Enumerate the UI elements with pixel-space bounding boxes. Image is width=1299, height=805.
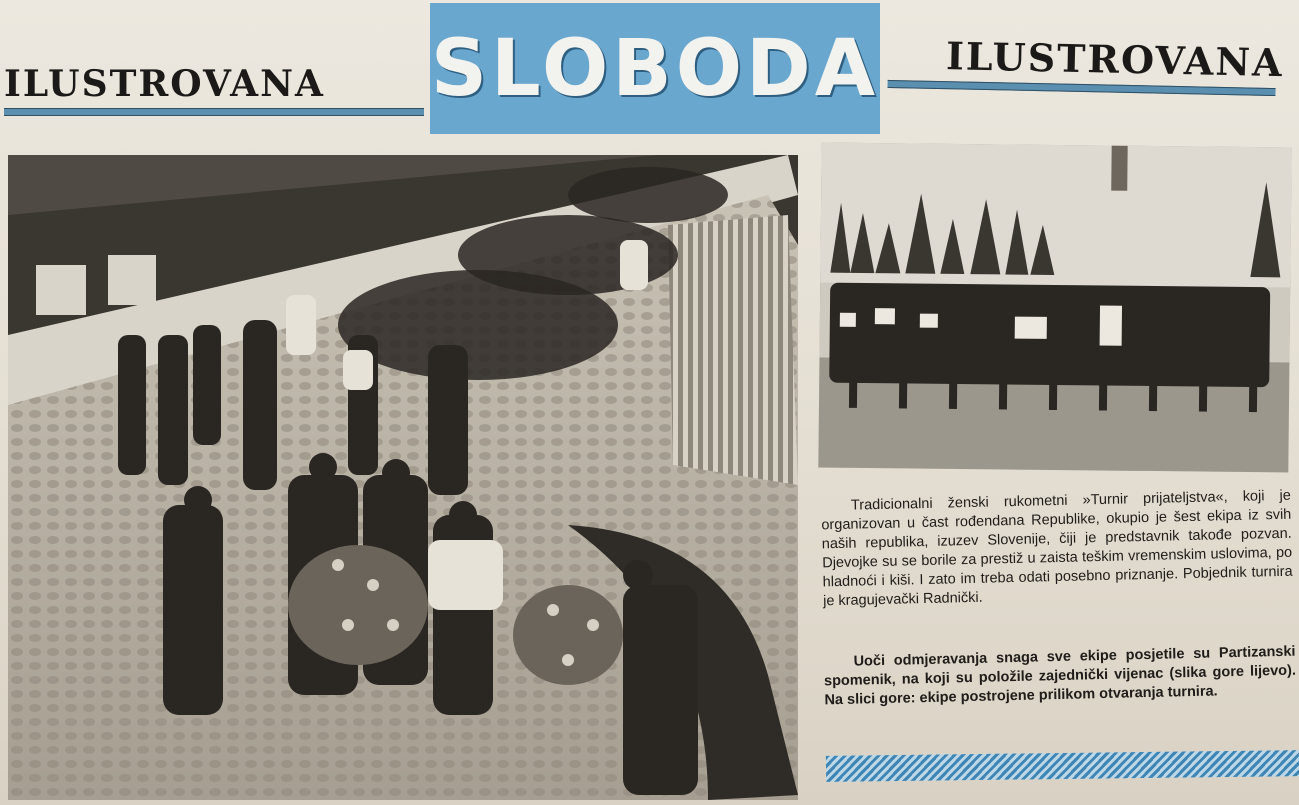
caption-indent — [824, 666, 854, 667]
caption-monument — [823, 643, 1296, 711]
procession-photo — [8, 155, 798, 800]
masthead-logo: SLOBODA — [430, 23, 880, 114]
caption-tournament-text: Tradicionalni ženski rukometni »Turnir prijateljstva«, koji je organizovan u čast rođendana Republike, okupio je šest ekipa iz svih naših republika, izuzev Slovenije, čiji je predstavnik takođe pozvan. Djevojke su se borile za prestiž u zaista teškim vremenskim uslovima, po hladnoći i kiši. I zato im treba odati posebno priznanje. Pobjednik turnira je kragujevački Radnički. — [821, 487, 1293, 610]
masthead-left — [4, 63, 424, 116]
teams-lineup-photo — [818, 143, 1291, 473]
masthead-left-title: ILUSTROVANA — [4, 63, 325, 105]
masthead-left-rule — [4, 108, 424, 116]
masthead-right — [887, 33, 1285, 96]
caption-tournament — [821, 487, 1293, 612]
decorative-hatched-band — [826, 750, 1299, 782]
caption-monument-text: Uoči odmjeravanja snaga sve ekipe posjetile su Partizanski spomenik, na koji su položile zajednički vijenac (slika gore lijevo). Na slici gore: ekipe postrojene prilikom otvaranja turnira. — [823, 643, 1297, 709]
masthead-right-title: ILUSTROVANA — [945, 33, 1285, 86]
masthead-logo-box — [430, 3, 880, 134]
caption-indent — [821, 510, 851, 511]
teams-lineup-photo-icon — [818, 143, 1291, 473]
procession-photo-icon — [8, 155, 798, 800]
